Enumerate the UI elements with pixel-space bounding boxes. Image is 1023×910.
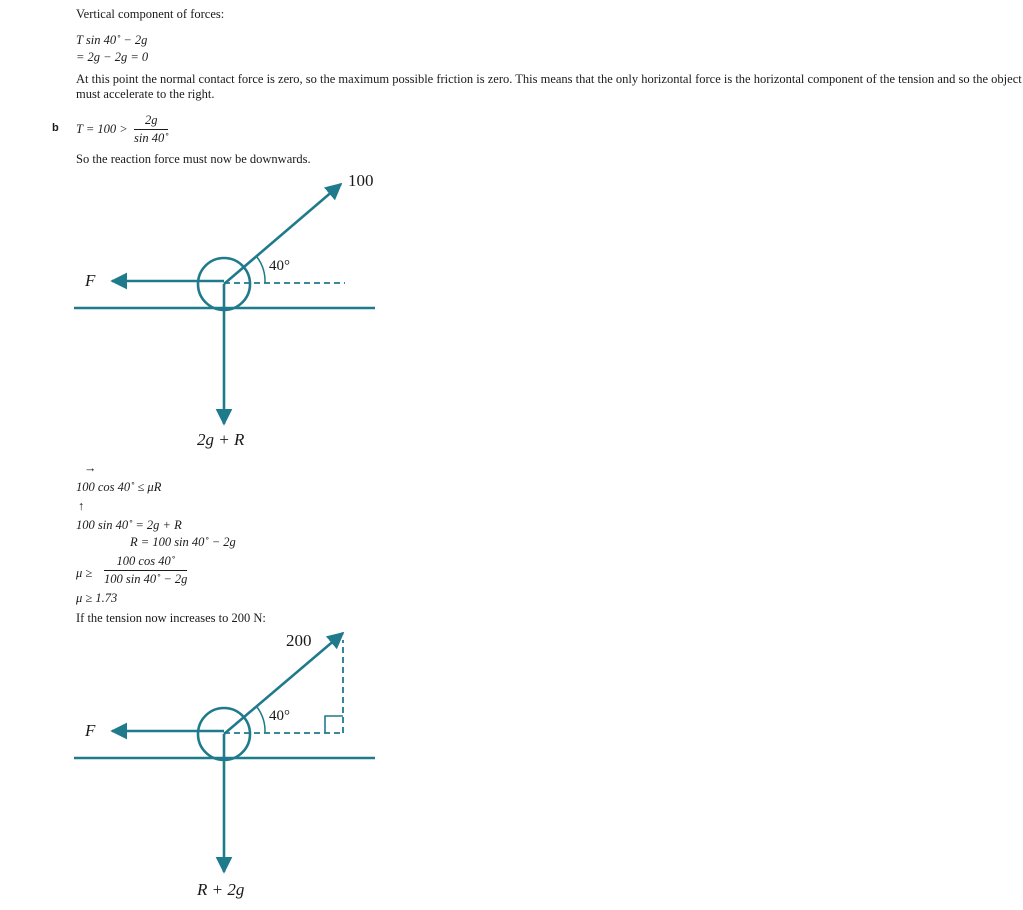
diagram-1 bbox=[74, 184, 375, 424]
working-line-3: R = 100 sin 40˚ − 2g bbox=[130, 535, 236, 549]
part-b-label: b bbox=[52, 122, 59, 134]
vertical-components-heading: Vertical component of forces: bbox=[76, 7, 225, 21]
part-b-fraction bbox=[134, 114, 168, 144]
diagram-2 bbox=[74, 633, 375, 872]
explanation-paragraph: At this point the normal contact force is zero, so the maximum possible friction is zero. This means that the only horizontal force is the horizontal component of the tension and so the object must accelerate to the right. bbox=[76, 72, 1022, 101]
particle-circle-2 bbox=[198, 708, 250, 760]
part-b-fraction-numerator: 2g bbox=[144, 113, 158, 127]
angle-label-1: 40° bbox=[269, 258, 290, 274]
mu-result: μ ≥ 1.73 bbox=[76, 591, 118, 605]
part-b-lhs: T = 100 > bbox=[76, 122, 128, 136]
part-b-fraction-denominator: sin 40˚ bbox=[134, 130, 169, 145]
vertical-direction-arrow: ↑ bbox=[78, 499, 85, 513]
mu-fraction-numerator: 100 cos 40˚ bbox=[116, 554, 175, 568]
angle-arc-2 bbox=[257, 707, 265, 733]
tension-increase-note: If the tension now increases to 200 N: bbox=[76, 611, 266, 625]
fraction-bar bbox=[104, 570, 187, 571]
friction-label-2: F bbox=[85, 721, 96, 740]
reaction-note: So the reaction force must now be downwards. bbox=[76, 152, 311, 166]
working-line-2: 100 sin 40˚ = 2g + R bbox=[76, 518, 182, 532]
friction-label-1: F bbox=[85, 271, 96, 290]
right-angle-marker bbox=[325, 716, 343, 733]
mu-fraction bbox=[104, 555, 187, 585]
equation-line-2: = 2g − 2g = 0 bbox=[76, 50, 149, 64]
angle-label-2: 40° bbox=[269, 708, 290, 724]
angle-arc-1 bbox=[257, 257, 265, 283]
tension-label-1: 100 bbox=[348, 171, 374, 190]
fraction-bar bbox=[134, 129, 168, 130]
horizontal-direction-arrow: → bbox=[84, 461, 97, 475]
working-line-1: 100 cos 40˚ ≤ μR bbox=[76, 480, 162, 494]
downward-force-label-2: R + 2g bbox=[197, 880, 245, 899]
mu-inequality-lhs: μ ≥ bbox=[76, 566, 93, 580]
downward-force-label-1: 2g + R bbox=[197, 430, 245, 449]
particle-circle-1 bbox=[198, 258, 250, 310]
mu-fraction-denominator: 100 sin 40˚ − 2g bbox=[104, 571, 188, 586]
equation-line-1: T sin 40˚ − 2g bbox=[76, 33, 148, 47]
tension-label-2: 200 bbox=[286, 631, 312, 650]
